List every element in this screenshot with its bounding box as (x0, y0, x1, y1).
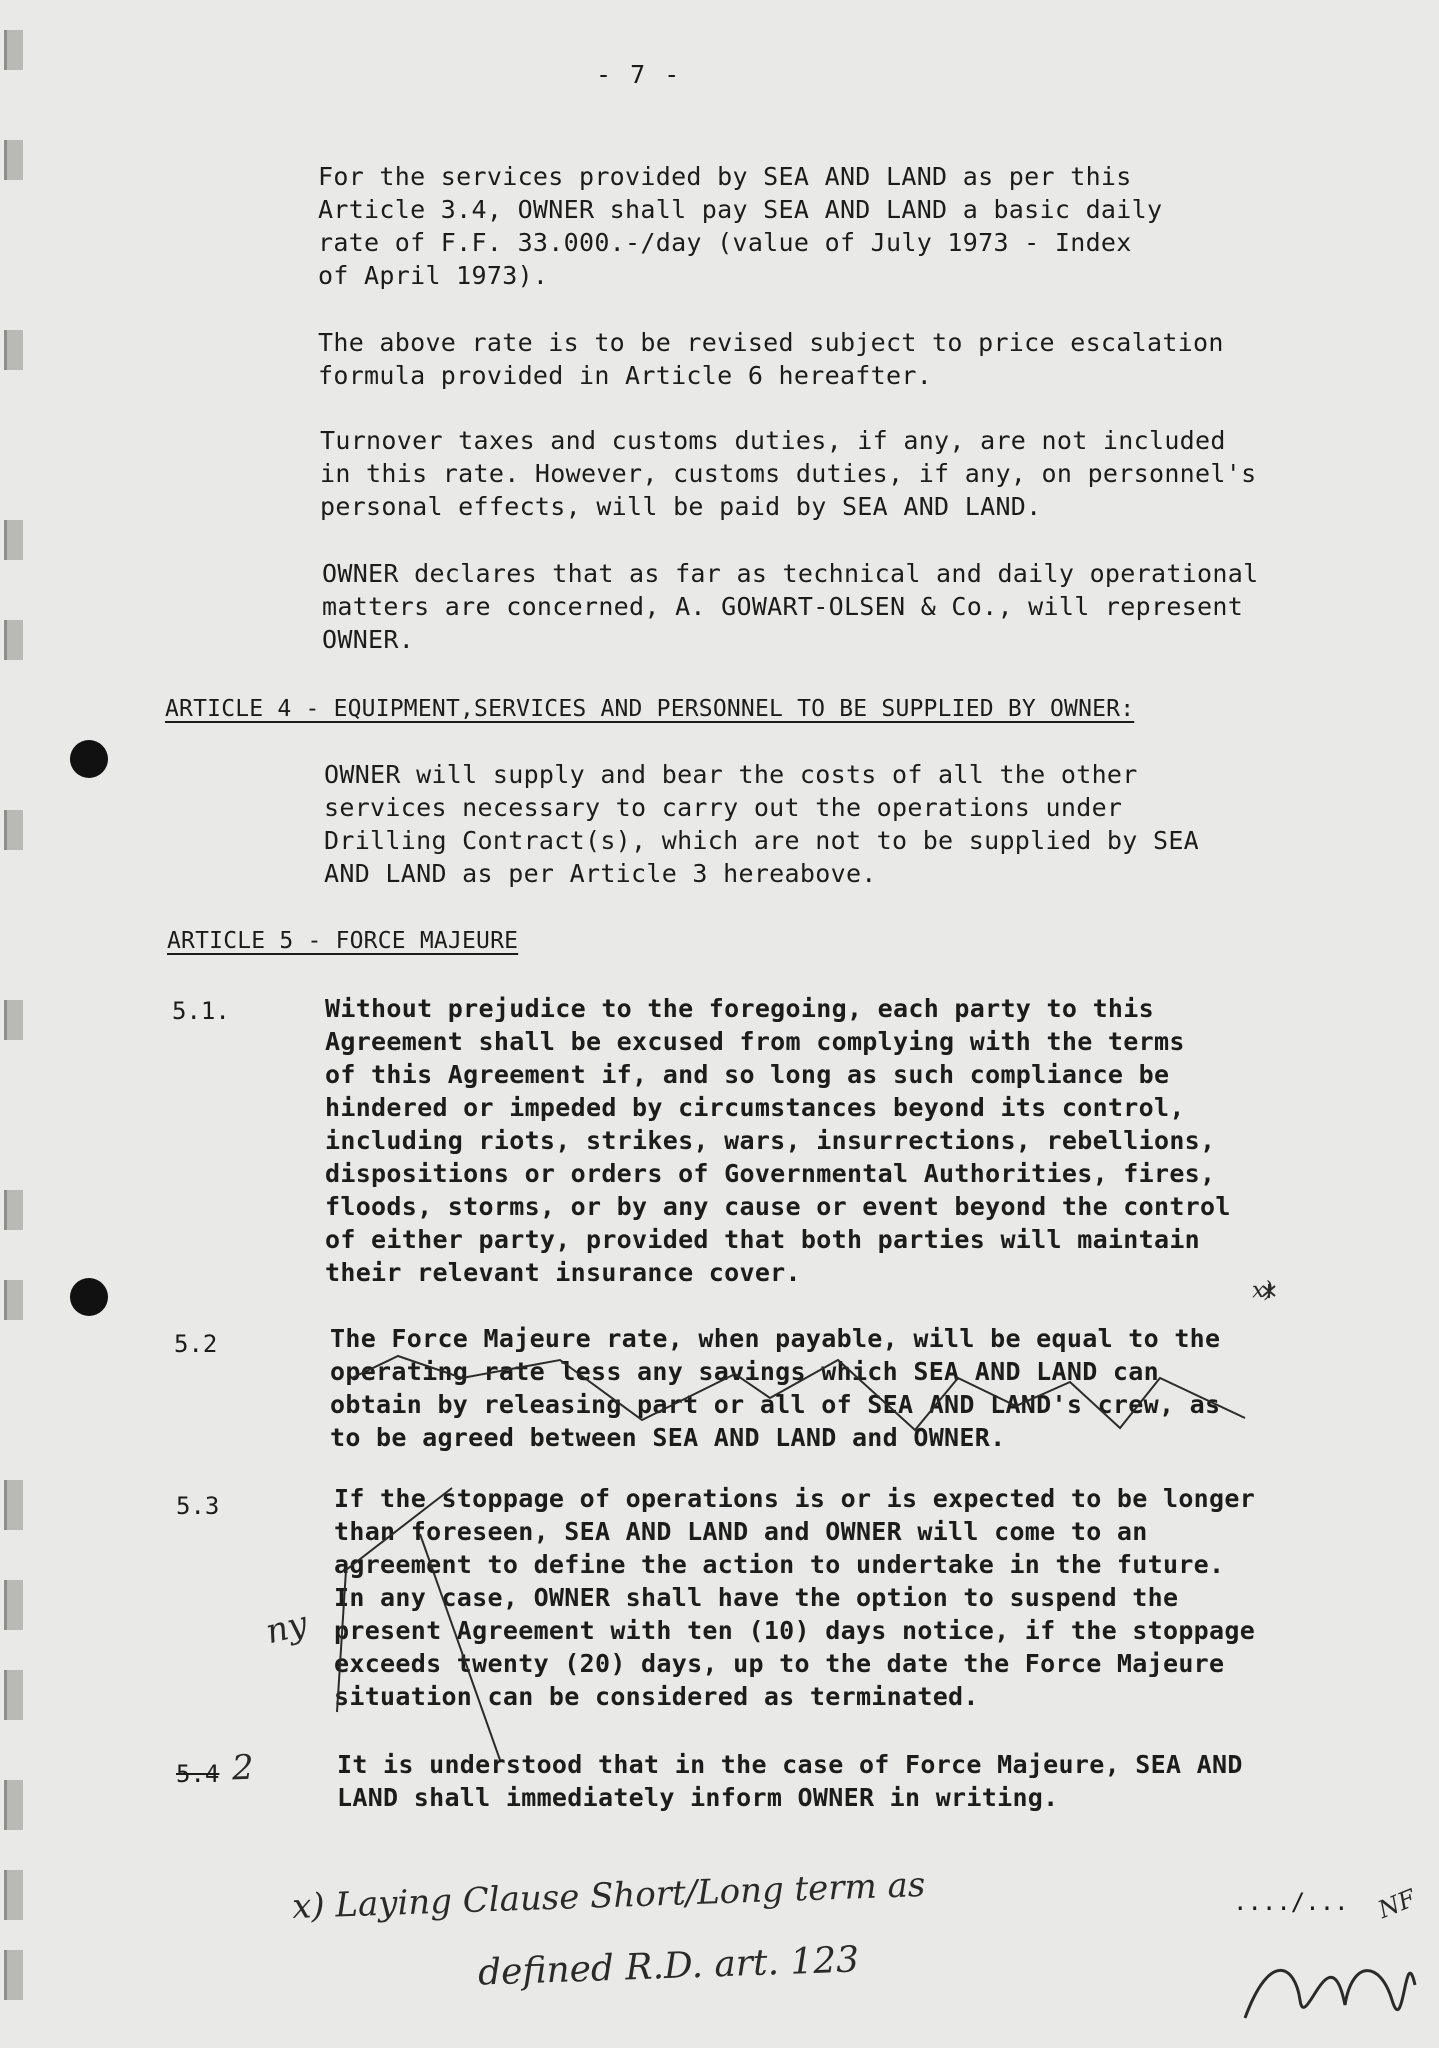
punch-hole-lower (70, 1278, 108, 1316)
handwritten-footnote-line2: defined R.D. art. 123 (477, 1939, 860, 1994)
handwritten-asterisk-label: x) (1251, 1277, 1274, 1304)
article3-paragraph-taxes: Turnover taxes and customs duties, if any, are not included in this rate. However, customs duties, if any, on personnel's personal effects, will be paid by SEA AND LAND. (320, 426, 1257, 521)
clause-text: It is understood that in the case of Force Majeure, SEA AND LAND shall immediately inform OWNER in writing. (337, 1750, 1243, 1812)
handwritten-clause-correction: 2 (231, 1747, 255, 1789)
clause-text: If the stoppage of operations is or is expected to be longer than foreseen, SEA AND LAND and OWNER will come to an agreement to define the action to undertake in the future. In any case, OWNER shall have the option to suspend the present Agreement with ten (10) days notice, if the stoppage exceeds twenty (20) days, up to the date the Force Majeure situation can be considered as terminated. (334, 1484, 1256, 1711)
clause-number-struck: 5.4 (176, 1760, 220, 1788)
handwritten-margin-note: ny (261, 1603, 312, 1653)
article5-heading: ARTICLE 5 - FORCE MAJEURE (167, 928, 519, 954)
signature-scribble (1245, 1970, 1415, 2018)
article3-paragraph-representative: OWNER declares that as far as technical and daily operational matters are concerned, A. GOWART-OLSEN & Co., will represent OWNER. (322, 559, 1259, 654)
handwritten-footnote-line1: x) Laying Clause Short/Long term as (291, 1864, 926, 1928)
clause-text: Without prejudice to the foregoing, each party to this Agreement shall be excused from complying with the terms of this Agreement if, and so long as such compliance be hindered or impeded by circumstances beyond its control, including riots, strikes, wars, insurrections, rebellions, dispositions or orders of Governmental Authorities, fires, floods, storms, or by any cause or event beyond the control of either party, provided that both parties will maintain their relevant insurance cover. (325, 994, 1231, 1287)
scan-edge-strip (0, 0, 56, 2048)
clause-number: 5.3 (176, 1492, 220, 1520)
article4-body: OWNER will supply and bear the costs of all the other services necessary to carry out the operations under Drilling Contract(s), which are not to be supplied by SEA AND LAND as per Article 3 hereabove. (324, 760, 1200, 888)
clause-number: 5.1. (172, 997, 230, 1025)
article4-heading: ARTICLE 4 - EQUIPMENT,SERVICES AND PERSONNEL TO BE SUPPLIED BY OWNER: (165, 696, 1135, 722)
handwritten-initials: NF (1374, 1883, 1420, 1925)
punch-hole-upper (70, 740, 108, 778)
clause-text: The Force Majeure rate, when payable, will be equal to the operating rate less any savings which SEA AND LAND can obtain by releasing part or all of SEA AND LAND's crew, as to be agreed between SEA AND LAND and OWNER. (330, 1324, 1221, 1452)
clause-number: 5.2 (174, 1330, 218, 1358)
continued-marker: ..../... (1233, 1888, 1349, 1916)
article3-paragraph-rate: For the services provided by SEA AND LAND as per this Article 3.4, OWNER shall pay SEA AND LAND a basic daily rate of F.F. 33.000.-/day (value of July 1973 - Index of April 1973). (318, 162, 1163, 290)
article3-paragraph-escalation: The above rate is to be revised subject to price escalation formula provided in Article 6 hereafter. (318, 328, 1224, 390)
page-number: - 7 - (596, 60, 682, 89)
